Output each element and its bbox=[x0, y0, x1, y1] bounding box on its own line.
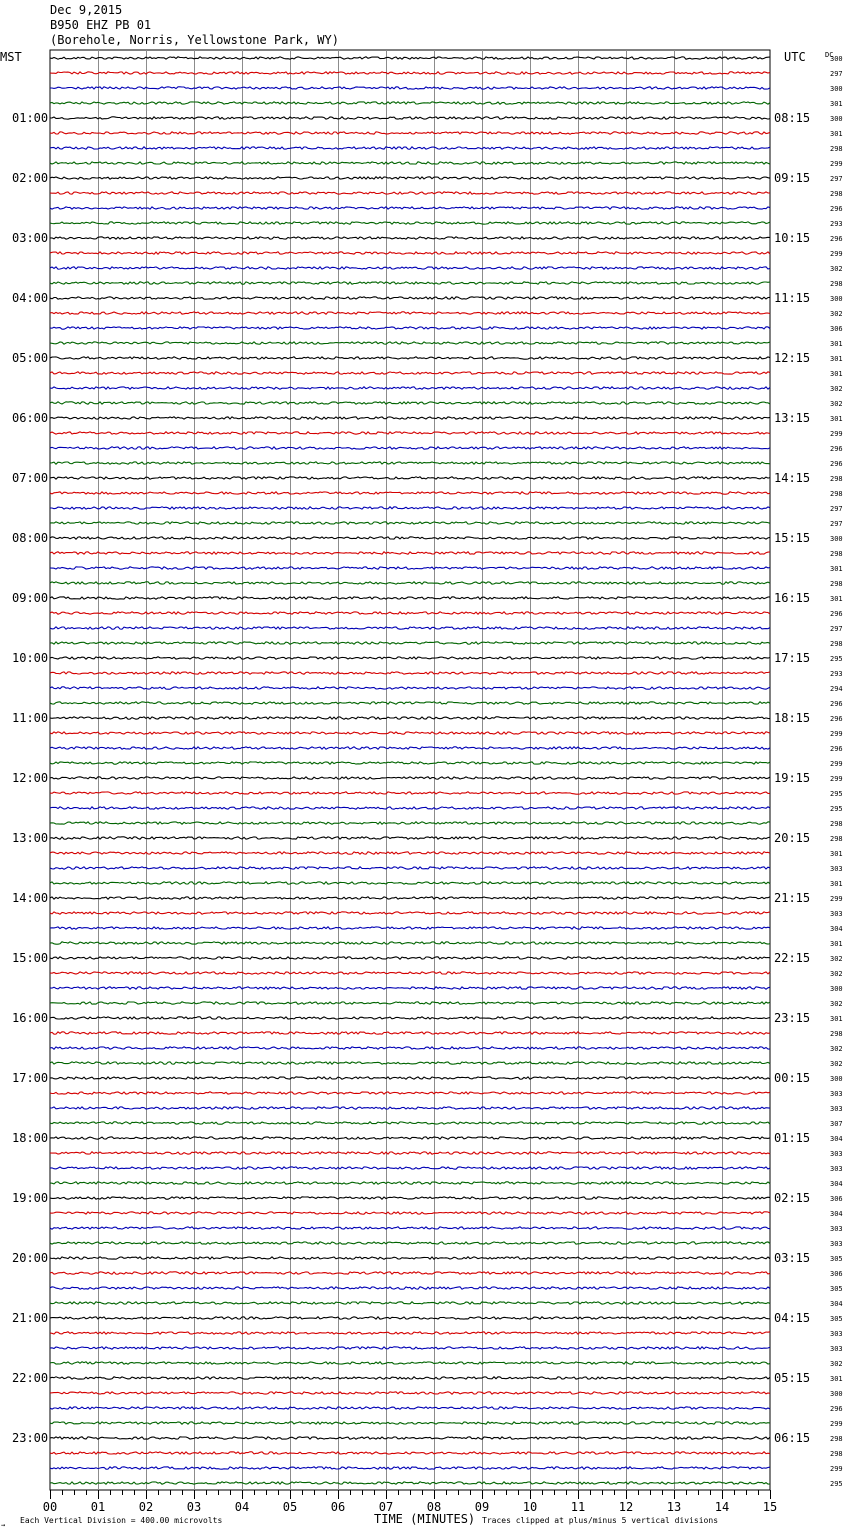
seismic-trace bbox=[50, 177, 770, 179]
mst-hour-label: 02:00 bbox=[12, 171, 49, 185]
seismic-trace bbox=[50, 1332, 770, 1334]
seismic-trace bbox=[50, 717, 770, 719]
x-tick-label: 01 bbox=[90, 1500, 106, 1514]
utc-hour-label: 01:15 bbox=[774, 1131, 811, 1145]
dc-offset-label: 298 bbox=[830, 1450, 843, 1458]
x-tick-label: 11 bbox=[570, 1500, 586, 1514]
utc-hour-label: 08:15 bbox=[774, 111, 811, 125]
seismic-trace bbox=[50, 87, 770, 89]
dc-offset-label: 298 bbox=[830, 190, 843, 198]
seismic-trace bbox=[50, 987, 770, 989]
seismic-trace bbox=[50, 672, 770, 674]
dc-offset-label: 303 bbox=[830, 1105, 843, 1113]
utc-hour-label: 05:15 bbox=[774, 1371, 811, 1385]
dc-offset-label: 296 bbox=[830, 445, 843, 453]
dc-offset-label: 307 bbox=[830, 1120, 843, 1128]
left-axis-label: MST bbox=[0, 50, 22, 64]
seismic-trace bbox=[50, 1167, 770, 1169]
dc-offset-label: 297 bbox=[830, 625, 843, 633]
dc-offset-label: 305 bbox=[830, 1285, 843, 1293]
seismic-trace bbox=[50, 522, 770, 524]
utc-hour-label: 06:15 bbox=[774, 1431, 811, 1445]
dc-offset-label: 296 bbox=[830, 610, 843, 618]
utc-hour-label: 03:15 bbox=[774, 1251, 811, 1265]
scale-note: Each Vertical Division = 400.00 microvolts bbox=[20, 1516, 223, 1525]
dc-offset-label: 302 bbox=[830, 1360, 843, 1368]
plot-frame bbox=[50, 50, 770, 1490]
mst-hour-label: 15:00 bbox=[12, 951, 49, 965]
seismic-trace bbox=[50, 462, 770, 464]
seismic-trace bbox=[50, 747, 770, 749]
dc-offset-label: 296 bbox=[830, 460, 843, 468]
seismic-trace bbox=[50, 807, 770, 809]
mst-hour-label: 01:00 bbox=[12, 111, 49, 125]
dc-offset-label: 303 bbox=[830, 1090, 843, 1098]
seismic-trace bbox=[50, 342, 770, 344]
seismic-trace bbox=[50, 132, 770, 134]
seismic-trace bbox=[50, 1407, 770, 1409]
x-tick-label: 09 bbox=[474, 1500, 490, 1514]
seismic-trace bbox=[50, 1452, 770, 1454]
dc-offset-label: 301 bbox=[830, 1375, 843, 1383]
seismic-trace bbox=[50, 312, 770, 314]
dc-offset-label: 303 bbox=[830, 1240, 843, 1248]
utc-hour-label: 16:15 bbox=[774, 591, 811, 605]
x-tick-label: 14 bbox=[714, 1500, 730, 1514]
seismic-trace bbox=[50, 327, 770, 329]
dc-offset-label: 302 bbox=[830, 1060, 843, 1068]
x-axis-label: TIME (MINUTES) bbox=[374, 1512, 476, 1526]
dc-offset-label: 301 bbox=[830, 1015, 843, 1023]
mst-hour-label: 06:00 bbox=[12, 411, 49, 425]
seismic-trace bbox=[50, 1467, 770, 1469]
dc-offset-label: 306 bbox=[830, 1195, 843, 1203]
dc-offset-label: 296 bbox=[830, 205, 843, 213]
seismic-trace bbox=[50, 927, 770, 929]
mst-hour-label: 23:00 bbox=[12, 1431, 49, 1445]
seismic-trace bbox=[50, 1422, 770, 1424]
dc-offset-label: 298 bbox=[830, 835, 843, 843]
dc-offset-label: 297 bbox=[830, 70, 843, 78]
mst-hour-label: 21:00 bbox=[12, 1311, 49, 1325]
dc-offset-label: 303 bbox=[830, 865, 843, 873]
mst-hour-label: 16:00 bbox=[12, 1011, 49, 1025]
dc-offset-label: 303 bbox=[830, 1225, 843, 1233]
x-tick-label: 04 bbox=[234, 1500, 250, 1514]
x-tick-label: 02 bbox=[138, 1500, 154, 1514]
seismic-trace bbox=[50, 1272, 770, 1274]
dc-offset-label: 299 bbox=[830, 1420, 843, 1428]
dc-offset-label: 298 bbox=[830, 280, 843, 288]
utc-hour-label: 19:15 bbox=[774, 771, 811, 785]
seismic-trace bbox=[50, 267, 770, 269]
utc-hour-label: 12:15 bbox=[774, 351, 811, 365]
dc-offset-label: 302 bbox=[830, 400, 843, 408]
seismic-trace bbox=[50, 582, 770, 584]
x-tick-label: 10 bbox=[522, 1500, 538, 1514]
seismic-trace bbox=[50, 657, 770, 659]
seismic-trace bbox=[50, 417, 770, 419]
dc-offset-label: 303 bbox=[830, 1150, 843, 1158]
dc-offset-label: 301 bbox=[830, 100, 843, 108]
dc-offset-label: 300 bbox=[830, 55, 843, 63]
seismic-trace bbox=[50, 162, 770, 164]
dc-offset-label: 304 bbox=[830, 925, 843, 933]
dc-offset-label: 301 bbox=[830, 415, 843, 423]
seismic-trace bbox=[50, 777, 770, 779]
mst-hour-label: 13:00 bbox=[12, 831, 49, 845]
trace-group bbox=[50, 57, 770, 1484]
seismic-trace bbox=[50, 1242, 770, 1244]
seismic-trace bbox=[50, 642, 770, 644]
dc-offset-label: 306 bbox=[830, 325, 843, 333]
seismic-trace bbox=[50, 477, 770, 479]
dc-offset-label: 296 bbox=[830, 745, 843, 753]
dc-offset-label: 302 bbox=[830, 955, 843, 963]
dc-offset-label: 302 bbox=[830, 970, 843, 978]
utc-hour-label: 22:15 bbox=[774, 951, 811, 965]
dc-offset-label: 301 bbox=[830, 940, 843, 948]
mst-hour-label: 12:00 bbox=[12, 771, 49, 785]
dc-offset-label: 300 bbox=[830, 1075, 843, 1083]
seismic-trace bbox=[50, 117, 770, 119]
seismic-trace bbox=[50, 1092, 770, 1094]
dc-offset-label: 301 bbox=[830, 355, 843, 363]
seismic-trace bbox=[50, 852, 770, 854]
mst-hour-label: 03:00 bbox=[12, 231, 49, 245]
seismic-trace bbox=[50, 1377, 770, 1379]
mst-hour-label: 20:00 bbox=[12, 1251, 49, 1265]
dc-offset-label: 302 bbox=[830, 1000, 843, 1008]
seismic-trace bbox=[50, 1017, 770, 1019]
dc-offset-label: 304 bbox=[830, 1300, 843, 1308]
seismic-trace bbox=[50, 822, 770, 824]
seismic-trace bbox=[50, 237, 770, 239]
dc-offset-label: 298 bbox=[830, 640, 843, 648]
mst-hour-label: 10:00 bbox=[12, 651, 49, 665]
dc-offset-label: 299 bbox=[830, 160, 843, 168]
dc-offset-label: 300 bbox=[830, 535, 843, 543]
seismic-trace bbox=[50, 1182, 770, 1184]
dc-offset-label: 297 bbox=[830, 520, 843, 528]
dc-offset-label: 299 bbox=[830, 1465, 843, 1473]
utc-hour-label: 14:15 bbox=[774, 471, 811, 485]
seismic-trace bbox=[50, 447, 770, 449]
seismic-trace bbox=[50, 207, 770, 209]
mst-hour-label: 07:00 bbox=[12, 471, 49, 485]
dc-offset-label: 299 bbox=[830, 775, 843, 783]
utc-hour-label: 09:15 bbox=[774, 171, 811, 185]
dc-offset-label: 305 bbox=[830, 1255, 843, 1263]
seismic-trace bbox=[50, 1482, 770, 1484]
seismic-trace bbox=[50, 252, 770, 254]
seismic-trace bbox=[50, 1077, 770, 1079]
dc-offset-label: 302 bbox=[830, 1045, 843, 1053]
seismic-trace bbox=[50, 567, 770, 569]
right-axis-label: UTC bbox=[784, 50, 806, 64]
seismic-trace bbox=[50, 972, 770, 974]
dc-offset-label: 301 bbox=[830, 370, 843, 378]
seismic-trace bbox=[50, 1137, 770, 1139]
mst-hour-label: 22:00 bbox=[12, 1371, 49, 1385]
x-tick-label: 03 bbox=[186, 1500, 202, 1514]
dc-offset-label: 301 bbox=[830, 565, 843, 573]
dc-offset-label: 299 bbox=[830, 430, 843, 438]
x-tick-label: 15 bbox=[762, 1500, 778, 1514]
seismic-trace bbox=[50, 1062, 770, 1064]
dc-offset-label: 296 bbox=[830, 700, 843, 708]
dc-offset-label: 298 bbox=[830, 580, 843, 588]
seismic-trace bbox=[50, 402, 770, 404]
seismic-trace bbox=[50, 612, 770, 614]
mst-hour-label: 04:00 bbox=[12, 291, 49, 305]
seismic-trace bbox=[50, 282, 770, 284]
seismic-trace bbox=[50, 1347, 770, 1349]
mst-hour-label: 11:00 bbox=[12, 711, 49, 725]
dc-offset-label: 300 bbox=[830, 115, 843, 123]
mst-hour-label: 18:00 bbox=[12, 1131, 49, 1145]
seismic-trace bbox=[50, 957, 770, 959]
x-tick-label: 12 bbox=[618, 1500, 634, 1514]
dc-offset-label: 300 bbox=[830, 1390, 843, 1398]
seismic-trace bbox=[50, 552, 770, 554]
dc-offset-label: 298 bbox=[830, 550, 843, 558]
seismic-trace bbox=[50, 1002, 770, 1004]
utc-hour-label: 20:15 bbox=[774, 831, 811, 845]
dc-offset-label: 304 bbox=[830, 1180, 843, 1188]
x-tick-label: 13 bbox=[666, 1500, 682, 1514]
dc-offset-label: 298 bbox=[830, 1030, 843, 1038]
dc-offset-label: 302 bbox=[830, 310, 843, 318]
seismic-trace bbox=[50, 1287, 770, 1289]
dc-offset-label: 297 bbox=[830, 505, 843, 513]
dc-offset-label: 302 bbox=[830, 265, 843, 273]
station-location: (Borehole, Norris, Yellowstone Park, WY) bbox=[50, 33, 339, 47]
label-group bbox=[0, 50, 843, 1529]
dc-offset-label: 299 bbox=[830, 895, 843, 903]
seismic-trace bbox=[50, 1122, 770, 1124]
station-code: B950 EHZ PB 01 bbox=[50, 18, 152, 32]
utc-hour-label: 10:15 bbox=[774, 231, 811, 245]
seismic-trace bbox=[50, 792, 770, 794]
dc-offset-label: 302 bbox=[830, 385, 843, 393]
seismic-trace bbox=[50, 1437, 770, 1439]
x-tick-label: 05 bbox=[282, 1500, 298, 1514]
seismic-trace bbox=[50, 372, 770, 374]
seismic-trace bbox=[50, 627, 770, 629]
dc-offset-label: 301 bbox=[830, 850, 843, 858]
seismic-trace bbox=[50, 1257, 770, 1259]
record-date: Dec 9,2015 bbox=[50, 3, 123, 17]
clip-note: Traces clipped at plus/minus 5 vertical divisions bbox=[482, 1516, 719, 1525]
dc-offset-label: 300 bbox=[830, 295, 843, 303]
seismic-trace bbox=[50, 762, 770, 764]
dc-column-label: DC bbox=[825, 51, 834, 59]
dc-offset-label: 300 bbox=[830, 85, 843, 93]
dc-offset-label: 301 bbox=[830, 130, 843, 138]
dc-offset-label: 298 bbox=[830, 475, 843, 483]
seismic-trace bbox=[50, 387, 770, 389]
seismic-trace bbox=[50, 1197, 770, 1199]
seismic-trace bbox=[50, 432, 770, 434]
mst-hour-label: 14:00 bbox=[12, 891, 49, 905]
seismic-trace bbox=[50, 897, 770, 899]
dc-offset-label: 304 bbox=[830, 1210, 843, 1218]
utc-hour-label: 23:15 bbox=[774, 1011, 811, 1025]
seismic-trace bbox=[50, 1107, 770, 1109]
utc-hour-label: 21:15 bbox=[774, 891, 811, 905]
dc-offset-label: 300 bbox=[830, 985, 843, 993]
seismic-trace bbox=[50, 1317, 770, 1319]
seismic-trace bbox=[50, 702, 770, 704]
dc-offset-label: 296 bbox=[830, 715, 843, 723]
seismic-trace bbox=[50, 597, 770, 599]
x-tick-label: 00 bbox=[42, 1500, 58, 1514]
dc-offset-label: 296 bbox=[830, 235, 843, 243]
seismic-trace bbox=[50, 507, 770, 509]
seismic-trace bbox=[50, 1047, 770, 1049]
dc-offset-label: 305 bbox=[830, 1315, 843, 1323]
utc-hour-label: 04:15 bbox=[774, 1311, 811, 1325]
dc-offset-label: 299 bbox=[830, 760, 843, 768]
dc-offset-label: 294 bbox=[830, 685, 843, 693]
dc-offset-label: 306 bbox=[830, 1270, 843, 1278]
dc-offset-label: 298 bbox=[830, 145, 843, 153]
seismic-trace bbox=[50, 57, 770, 59]
dc-offset-label: 303 bbox=[830, 1165, 843, 1173]
seismic-trace bbox=[50, 882, 770, 884]
dc-offset-label: 295 bbox=[830, 805, 843, 813]
utc-hour-label: 11:15 bbox=[774, 291, 811, 305]
dc-offset-label: 301 bbox=[830, 340, 843, 348]
utc-hour-label: 17:15 bbox=[774, 651, 811, 665]
utc-hour-label: 02:15 bbox=[774, 1191, 811, 1205]
dc-offset-label: 298 bbox=[830, 1435, 843, 1443]
dc-offset-label: 303 bbox=[830, 910, 843, 918]
dc-offset-label: 301 bbox=[830, 880, 843, 888]
seismic-trace bbox=[50, 732, 770, 734]
corner-arrow-icon: → bbox=[1, 1521, 6, 1529]
mst-hour-label: 08:00 bbox=[12, 531, 49, 545]
dc-offset-label: 303 bbox=[830, 1345, 843, 1353]
seismic-trace bbox=[50, 357, 770, 359]
x-tick-label: 08 bbox=[426, 1500, 442, 1514]
seismic-trace bbox=[50, 912, 770, 914]
seismic-trace bbox=[50, 192, 770, 194]
seismic-trace bbox=[50, 222, 770, 224]
dc-offset-label: 293 bbox=[830, 670, 843, 678]
dc-offset-label: 296 bbox=[830, 1405, 843, 1413]
dc-offset-label: 295 bbox=[830, 790, 843, 798]
seismic-trace bbox=[50, 492, 770, 494]
seismic-trace bbox=[50, 297, 770, 299]
dc-offset-label: 298 bbox=[830, 820, 843, 828]
utc-hour-label: 18:15 bbox=[774, 711, 811, 725]
dc-offset-label: 304 bbox=[830, 1135, 843, 1143]
utc-hour-label: 00:15 bbox=[774, 1071, 811, 1085]
mst-hour-label: 17:00 bbox=[12, 1071, 49, 1085]
utc-hour-label: 15:15 bbox=[774, 531, 811, 545]
x-tick-label: 07 bbox=[378, 1500, 394, 1514]
seismic-trace bbox=[50, 1032, 770, 1034]
x-tick-label: 06 bbox=[330, 1500, 346, 1514]
seismic-trace bbox=[50, 102, 770, 104]
seismic-trace bbox=[50, 72, 770, 74]
seismic-trace bbox=[50, 1227, 770, 1229]
mst-hour-label: 05:00 bbox=[12, 351, 49, 365]
utc-hour-label: 13:15 bbox=[774, 411, 811, 425]
dc-offset-label: 299 bbox=[830, 730, 843, 738]
dc-offset-label: 295 bbox=[830, 655, 843, 663]
mst-hour-label: 19:00 bbox=[12, 1191, 49, 1205]
seismic-trace bbox=[50, 942, 770, 944]
seismic-trace bbox=[50, 1302, 770, 1304]
seismic-trace bbox=[50, 537, 770, 539]
dc-offset-label: 299 bbox=[830, 250, 843, 258]
seismic-trace bbox=[50, 867, 770, 869]
seismic-trace bbox=[50, 1152, 770, 1154]
dc-offset-label: 297 bbox=[830, 175, 843, 183]
seismic-trace bbox=[50, 147, 770, 149]
seismic-trace bbox=[50, 837, 770, 839]
dc-offset-label: 298 bbox=[830, 490, 843, 498]
dc-offset-label: 303 bbox=[830, 1330, 843, 1338]
dc-offset-label: 295 bbox=[830, 1480, 843, 1488]
seismic-trace bbox=[50, 687, 770, 689]
seismic-trace bbox=[50, 1392, 770, 1394]
seismic-trace bbox=[50, 1212, 770, 1214]
mst-hour-label: 09:00 bbox=[12, 591, 49, 605]
dc-offset-label: 293 bbox=[830, 220, 843, 228]
seismic-trace bbox=[50, 1362, 770, 1364]
dc-offset-label: 301 bbox=[830, 595, 843, 603]
